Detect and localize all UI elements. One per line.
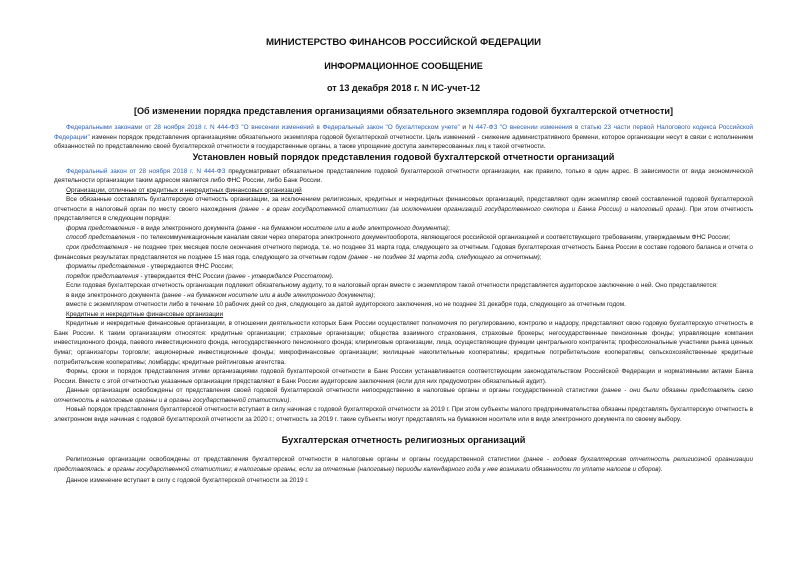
subheading-other-organizations: Организации, отличные от кредитных и некредитных финансовых организаций	[66, 186, 302, 194]
paragraph: Кредитные и некредитные финансовые организации, в отношении деятельности которых Банк России осуществляет полномочия по регулированию, контролю и надзору, представляют свою годовую бухгалтерскую отчетность в Банк России. К таким организациям относятся: кредитные организации; страховые организации; общества взаимного страхования, страховые брокеры; негосударственные пенсионные фонды; управляющие компании инвестиционного фонда, паевого инвестиционного фонда, негосударственного пенсионного фонда; клиринговые организации, лица, осуществляющие функции центрального контрагента; профессиональные участники рынка ценных бумаг; организаторы торговли; акционерные инвестиционные фонды; микрофинансовые организации; жилищные накопительные кооперативы; кредитные потребительские кооперативы; сельскохозяйственные кредитные потребительские кооперативы; ломбарды; кредитные рейтинговые агентства.	[54, 320, 753, 366]
paragraph: Если годовая бухгалтерская отчетность организации подлежит обязательному аудиту, то в налоговый орган вместе с экземпляром такой отчетности представляется аудиторское заключение о ней. Оно представляется:	[66, 282, 718, 290]
list-item: в виде электронного документа (ранее - на бумажном носителе или в виде электронного документа);	[66, 291, 376, 299]
paragraph: Формы, сроки и порядок представления этими организациями годовой бухгалтерской отчетности в Банк России устанавливается соответствующим законодательством Российской Федерации и нормативными актами Банка России. Вместе с этой отчетностью указанные организации представляют в Банк России аудиторские заключения (если для них предусмотрен обязательный аудит).	[54, 368, 753, 385]
paragraph: Все обязанные составлять бухгалтерскую отчетность организации, за исключением религиозных, кредитных и некредитных финансовых организаций, представляют один экземпляр своей составленной годовой бухгалтерской отчетности в налоговый орган по месту своего нахождения (ранее - в орган государственной статистики (за исключением организаций государственного сектора и Банка России) и налоговый орган). При этом отчетность представляется в следующем порядке:	[54, 196, 754, 223]
law-447-link[interactable]: N 447-ФЗ "О внесении изменения в статью 23 части первой Налогового кодекса Российской Федерации"	[54, 124, 753, 141]
paragraph: Федеральный закон от 28 ноября 2018 г. N 444-ФЗ предусматривает обязательное представление годовой бухгалтерской отчетности организации, как правило, только в один адрес. В зависимости от вида экономической деятельности организации таким адресом является либо ФНС России, либо Банк России.	[54, 167, 753, 185]
law-444-link[interactable]: Федеральными законами от 28 ноября 2018 г. N 444-ФЗ "О внесении изменений в Федеральный закон "О бухгалтерском учете"	[66, 124, 460, 131]
section-title-new-order: Установлен новый порядок представления годовой бухгалтерской отчетности организаций	[192, 151, 615, 162]
paragraph: Данные организации освобождены от представления своей годовой бухгалтерской отчетности непосредственно в налоговые органы и органы государственной статистики (ранее - они были обязаны представлять свою отчетность в налоговые органы и в органы государственной статистики).	[54, 387, 753, 404]
list-item: порядок представления - утверждается ФНС России (ранее - утверждался Росстатом).	[66, 272, 334, 280]
law-444-link-2[interactable]: Федеральный закон от 28 ноября 2018 г. N 444-ФЗ	[66, 167, 226, 175]
list-item: форма представления - в виде электронного документа (ранее - на бумажном носителе или в виде электронного документа);	[66, 224, 450, 232]
document-date-number: от 13 декабря 2018 г. N ИС-учет-12	[326, 83, 481, 93]
list-item: способ представления - по телекоммуникационным каналам связи через оператора электронного документооборота, являющегося российской организацией и соответствующего требованиям, утверждаемым ФНС России;	[66, 234, 731, 242]
ministry-title: МИНИСТЕРСТВО ФИНАНСОВ РОССИЙСКОЙ ФЕДЕРАЦИИ	[265, 37, 542, 48]
document-type: ИНФОРМАЦИОННОЕ СООБЩЕНИЕ	[324, 61, 483, 71]
paragraph: Религиозные организации освобождены от представления бухгалтерской отчетности в налоговые органы и органы государственной статистики (ранее - годовая бухгалтерская отчетность религиозной организации представлялась: в органы государственной статистики; в налоговые органы, если за отчетные (налоговые) периоды календарного года у нее возникали обязанности по уплате налогов и сборов).	[54, 456, 753, 473]
paragraph: Данное изменение вступает в силу с годовой бухгалтерской отчетности за 2019 г.	[66, 476, 309, 484]
subheading-financial-organizations: Кредитные и некредитные финансовые организации	[66, 310, 224, 318]
list-item: срок представления - не позднее трех месяцев после окончания отчетного периода, т.е. но позднее 31 марта года, следующего за отчетным. Годовая бухгалтерская отчетность Банка России в составе годового баланса и отчета о финансовых результатах представляется не позднее 15 мая года, следующего за отчетным годом (ранее - не позднее 31 марта года, следующего за отчетным);	[54, 244, 753, 261]
list-item: вместе с экземпляром отчетности либо в течение 10 рабочих дней со дня, следующего за датой аудиторского заключения, но не позднее 31 декабря года, следующего за отчетным годом.	[66, 301, 626, 309]
paragraph: Новый порядок представления бухгалтерской отчетности вступает в силу начиная с годовой бухгалтерской отчетности за 2019 г. При этом субъекты малого предпринимательства обязаны представлять бухгалтерскую отчетность в электронном виде начиная с годовой бухгалтерской отчетности за 2020 г.; отчетность за 2019 г. такие субъекты могут представлять на бумажном носителе или в виде электронного документа по своему выбору.	[54, 406, 753, 423]
document-subject: [Об изменении порядка представления организациями обязательного экземпляра годовой бухгалтерской отчетности]	[133, 106, 674, 116]
section-title-religious: Бухгалтерская отчетность религиозных организаций	[281, 435, 526, 446]
list-item: форматы представления - утверждаются ФНС России;	[66, 263, 234, 271]
intro-paragraph: Федеральными законами от 28 ноября 2018 г. N 444-ФЗ "О внесении изменений в Федеральный закон "О бухгалтерском учете" и N 447-ФЗ "О внесении изменения в статью 23 части первой Налогового кодекса Российской Федерации" изменен порядок представления организациями обязательного экземпляра годовой бухгалтерской отчетности. Цель изменений - снижение административного бремени, которое организации несут в связи с исполнением обязанностей по представлению своей бухгалтерской отчетности в государственные органы, а также упрощение доступа заинтересованных лиц к такой отчетности.	[54, 124, 753, 151]
